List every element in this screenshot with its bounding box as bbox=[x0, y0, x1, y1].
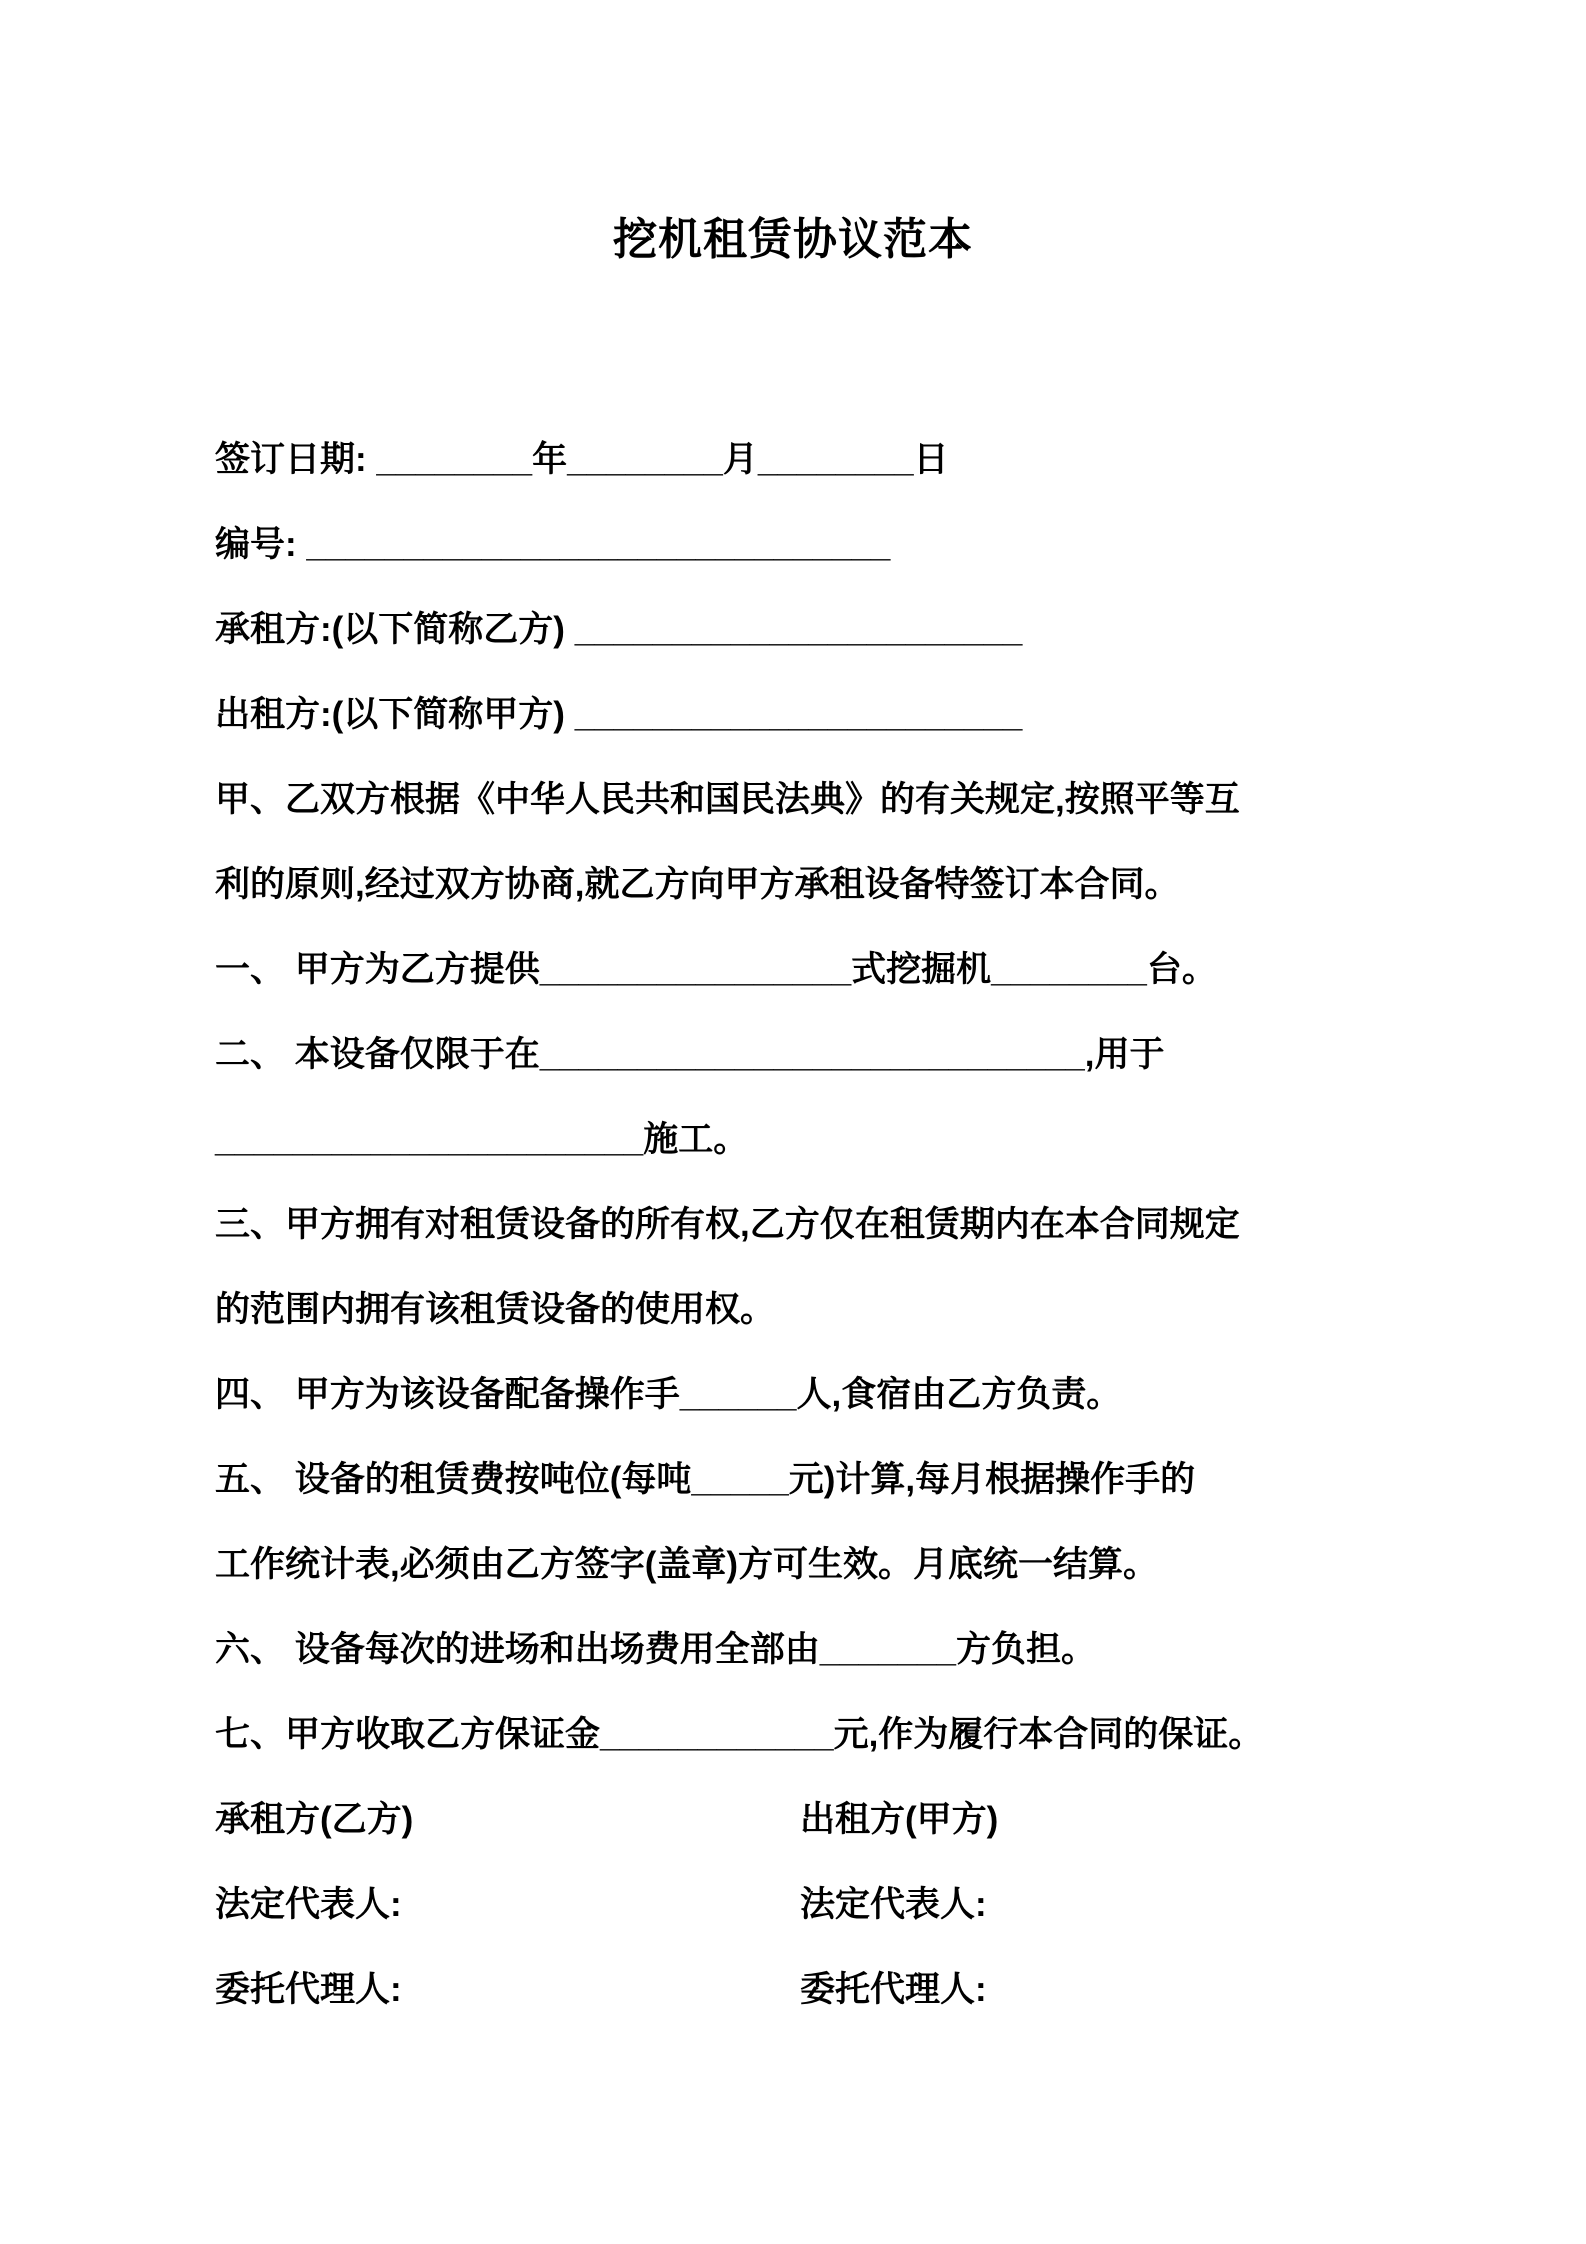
legal-rep-label-lessor: 法定代表人: bbox=[800, 1885, 987, 1924]
para-preamble-line-1: 甲、乙双方根据《中华人民共和国民法典》的有关规定,按照平等互 bbox=[215, 780, 1240, 819]
para-preamble-line-2: 利的原则,经过双方协商,就乙方向甲方承租设备特签订本合同。 bbox=[215, 865, 1180, 904]
legal-rep-label-lessee: 法定代表人: bbox=[215, 1885, 402, 1924]
agent-label-lessor: 委托代理人: bbox=[800, 1970, 987, 2009]
sig-row-parties bbox=[215, 1777, 1586, 1862]
contract-body bbox=[215, 417, 1586, 2032]
clause-3-line-2: 的范围内拥有该租赁设备的使用权。 bbox=[215, 1290, 776, 1329]
lessee-party-label: 承租方(乙方) bbox=[215, 1800, 414, 1839]
lessor-party-label: 出租方(甲方) bbox=[800, 1800, 999, 1839]
line-lessor: 出租方:(以下简称甲方) _______________________ bbox=[215, 695, 1023, 734]
signature-block bbox=[215, 1777, 1586, 2032]
sig-row-agent bbox=[215, 1947, 1586, 2032]
clause-7: 七、甲方收取乙方保证金____________元,作为履行本合同的保证。 bbox=[215, 1715, 1264, 1754]
line-contract-number: 编号: ______________________________ bbox=[215, 525, 891, 564]
document-title: 挖机租赁协议范本 bbox=[613, 215, 973, 264]
clause-5-line-2: 工作统计表,必须由乙方签字(盖章)方可生效。月底统一结算。 bbox=[215, 1545, 1159, 1584]
clause-3-line-1: 三、甲方拥有对租赁设备的所有权,乙方仅在租赁期内在本合同规定 bbox=[215, 1205, 1240, 1244]
sig-row-legal-rep bbox=[215, 1862, 1586, 1947]
line-sign-date: 签订日期: ________年________月________日 bbox=[215, 440, 949, 479]
agent-label-lessee: 委托代理人: bbox=[215, 1970, 402, 2009]
line-lessee: 承租方:(以下简称乙方) _______________________ bbox=[215, 610, 1023, 649]
clause-2-line-2: ______________________施工。 bbox=[215, 1120, 749, 1159]
clause-6: 六、 设备每次的进场和出场费用全部由_______方负担。 bbox=[215, 1630, 1096, 1669]
clause-2-line-1: 二、 本设备仅限于在____________________________,用于 bbox=[215, 1035, 1165, 1074]
clause-4: 四、 甲方为该设备配备操作手______人,食宿由乙方负责。 bbox=[215, 1375, 1122, 1414]
clause-1: 一、 甲方为乙方提供________________式挖掘机________台。 bbox=[215, 950, 1217, 989]
clause-5-line-1: 五、 设备的租赁费按吨位(每吨_____元)计算,每月根据操作手的 bbox=[215, 1460, 1196, 1499]
